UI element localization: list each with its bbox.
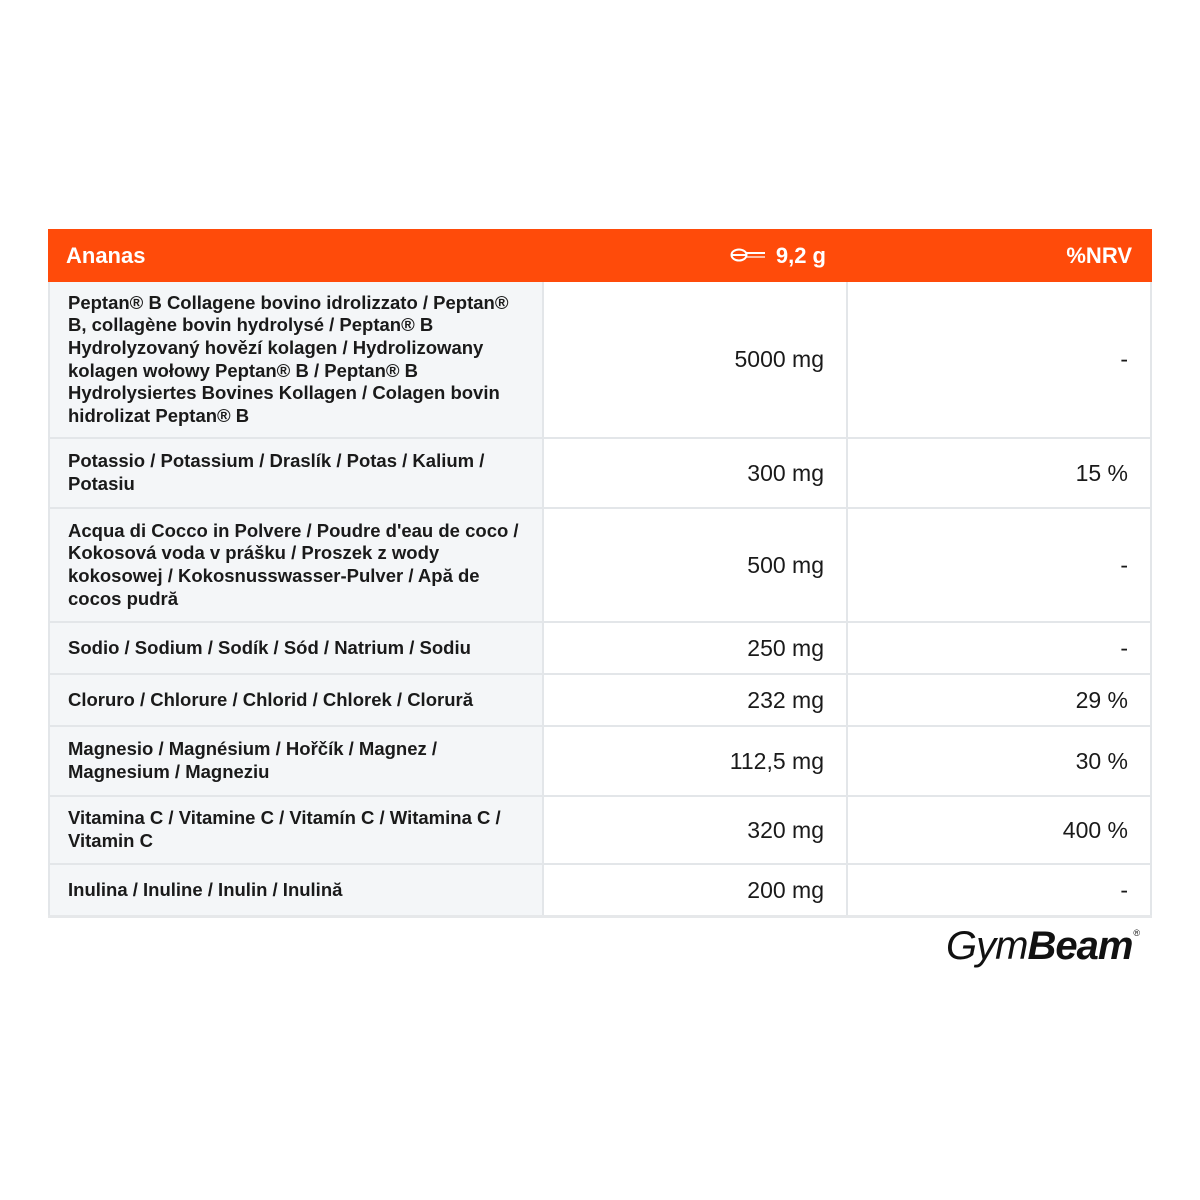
nutrition-table: [48, 229, 1152, 918]
ingredient-amount: 112,5 mg: [542, 727, 846, 795]
logo-part-gym: Gym: [946, 924, 1028, 968]
table-row: [48, 282, 1152, 439]
ingredient-amount: 232 mg: [542, 675, 846, 725]
ingredient-amount: 320 mg: [542, 797, 846, 863]
ingredient-name: Potassio / Potassium / Draslík / Potas / Kalium / Potasiu: [48, 439, 542, 507]
table-row: [48, 865, 1152, 915]
gymbeam-logo: [946, 924, 1139, 969]
table-row: [48, 797, 1152, 865]
registered-mark: ®: [1133, 928, 1140, 938]
table-header: [48, 229, 1152, 282]
ingredient-nrv: 30 %: [846, 727, 1152, 795]
logo-part-beam: Beam: [1027, 924, 1133, 968]
ingredient-nrv: -: [846, 282, 1152, 437]
ingredient-amount: 250 mg: [542, 623, 846, 673]
ingredient-name: Vitamina C / Vitamine C / Vitamín C / Witamina C / Vitamin C: [48, 797, 542, 863]
ingredient-nrv: 29 %: [846, 675, 1152, 725]
ingredient-name: Acqua di Cocco in Polvere / Poudre d'eau de coco / Kokosová voda v prášku / Proszek z wody kokosowej / Kokosnusswasser-Pulver / Apă de cocos pudră: [48, 509, 542, 621]
table-row: [48, 509, 1152, 623]
ingredient-nrv: -: [846, 509, 1152, 621]
serving-size: 9,2 g: [775, 242, 826, 268]
serving-header: [542, 243, 846, 269]
scoop-icon: [730, 243, 766, 269]
ingredient-name: Cloruro / Chlorure / Chlorid / Chlorek / Clorură: [48, 675, 542, 725]
table-row: [48, 623, 1152, 675]
ingredient-name: Magnesio / Magnésium / Hořčík / Magnez / Magnesium / Magneziu: [48, 727, 542, 795]
ingredient-nrv: -: [846, 623, 1152, 673]
ingredient-nrv: -: [846, 865, 1152, 915]
ingredient-amount: 500 mg: [542, 509, 846, 621]
ingredient-nrv: 400 %: [846, 797, 1152, 863]
table-row: [48, 439, 1152, 509]
ingredient-nrv: 15 %: [846, 439, 1152, 507]
ingredient-name: Inulina / Inuline / Inulin / Inulină: [48, 865, 542, 915]
ingredient-name: Peptan® B Collagene bovino idrolizzato / Peptan® B, collagène bovin hydrolysé / Peptan® B Hydrolyzovaný hovězí kolagen / Hydrolizowany kolagen wołowy Peptan® B / Peptan® B Hydrolysiertes Bovines Kollagen / Colagen bovin hidrolizat Peptan® B: [48, 282, 542, 437]
ingredient-amount: 5000 mg: [542, 282, 846, 437]
ingredient-amount: 300 mg: [542, 439, 846, 507]
ingredient-name: Sodio / Sodium / Sodík / Sód / Natrium / Sodiu: [48, 623, 542, 673]
nrv-header: %NRV: [1066, 242, 1132, 268]
table-row: [48, 727, 1152, 797]
table-row: [48, 675, 1152, 727]
ingredient-amount: 200 mg: [542, 865, 846, 915]
flavor-label: Ananas: [66, 242, 146, 268]
